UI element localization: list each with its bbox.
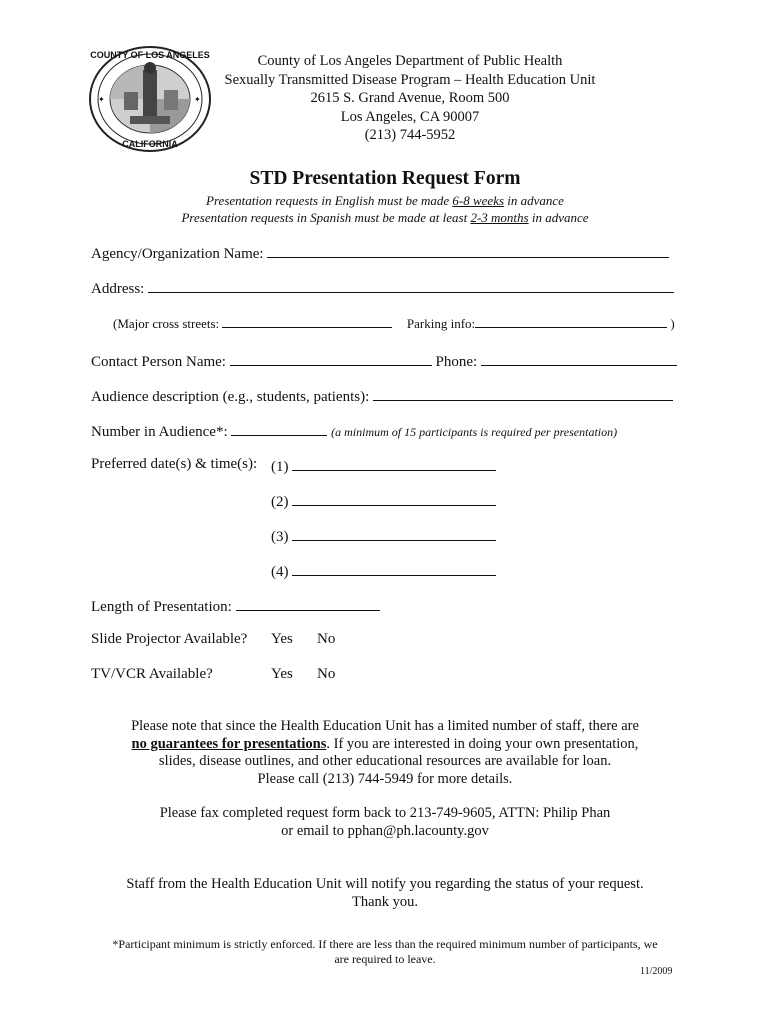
minimum-participants-note: (a minimum of 15 participants is required per presentation) [331,425,618,439]
audience-number-label: Number in Audience*: [91,424,228,440]
spanish-note-months: 2-3 months [470,210,529,225]
length-row [91,596,380,616]
spanish-note-suffix: in advance [528,210,589,225]
audience-desc-label: Audience description (e.g., students, patients): [91,389,370,405]
contact-label: Contact Person Name: [91,354,226,370]
phone-field[interactable] [481,351,677,366]
agency-name-field[interactable] [267,243,669,258]
no-guarantees-text: no guarantees for presentations [131,735,327,752]
tv-vcr-no[interactable]: No [317,666,336,682]
footnote-line-1: *Participant minimum is strictly enforced. If there are less than the required minimum number of participants, we [112,937,658,951]
audience-number-row [91,421,617,441]
paragraph-1-line-3: slides, disease outlines, and other educational resources are available for loan. [158,753,612,769]
staff-limit-paragraph [100,718,670,788]
english-note-suffix: in advance [504,193,564,208]
english-note-weeks: 6-8 weeks [452,193,505,208]
preferred-date-4-row [271,561,496,581]
option-2-label: (2) [271,494,289,510]
tv-vcr-yes[interactable]: Yes [271,666,293,682]
audience-desc-field[interactable] [373,386,673,401]
fax-line: Please fax completed request form back to 213-749-9605, ATTN: Philip Phan [159,805,611,821]
email-line: or email to pphan@ph.lacounty.gov [281,822,489,839]
preferred-date-4-field[interactable] [292,561,496,576]
preferred-date-2-row [271,491,496,511]
address-label: Address: [91,281,145,297]
header-line-4: Los Angeles, CA 90007 [340,108,480,125]
preferred-dates-label: Preferred date(s) & time(s): [91,456,258,472]
cross-streets-row [113,313,675,332]
cross-streets-paren: ) [670,316,675,331]
svg-text:CALIFORNIA: CALIFORNIA [122,139,178,149]
parking-info-field[interactable] [475,313,667,328]
slide-projector-yes[interactable]: Yes [271,631,293,647]
notify-line: Staff from the Health Education Unit will notify you regarding the status of your request. [126,876,644,892]
agency-label: Agency/Organization Name: [91,246,264,262]
notify-paragraph [100,876,670,911]
audience-desc-row [91,386,673,406]
tv-vcr-label: TV/VCR Available? [91,666,213,682]
slide-projector-label: Slide Projector Available? [91,631,248,647]
english-note-text: Presentation requests in English must be made [206,193,453,208]
agency-row [91,243,669,263]
paragraph-1-line-2 [100,736,670,754]
phone-label: Phone: [435,354,478,370]
revision-date: 11/2009 [640,966,673,977]
preferred-date-2-field[interactable] [292,491,496,506]
svg-text:✦: ✦ [194,95,201,104]
preferred-date-1-field[interactable] [292,456,496,471]
parking-label: Parking info: [406,316,476,331]
spanish-note-text: Presentation requests in Spanish must be made at least [181,210,471,225]
svg-text:✦: ✦ [98,95,105,104]
footnote-line-2: are required to leave. [334,952,436,966]
paragraph-1-line-1: Please note that since the Health Education Unit has a limited number of staff, there are [131,718,639,734]
county-seal-logo [86,44,214,154]
spanish-advance-note [0,210,770,226]
address-row [91,278,674,298]
length-label: Length of Presentation: [91,599,232,615]
cross-streets-label: (Major cross streets: [113,316,220,331]
preferred-date-3-row [271,526,496,546]
english-advance-note [0,193,770,209]
paragraph-1-line-4: Please call (213) 744-5949 for more details. [257,770,513,787]
header-line-1: County of Los Angeles Department of Public Health [257,53,563,69]
contact-row [91,351,677,371]
header-line-3: 2615 S. Grand Avenue, Room 500 [310,90,510,106]
cross-streets-field[interactable] [222,313,392,328]
header-line-5: (213) 744-5952 [364,127,456,143]
contact-name-field[interactable] [230,351,432,366]
length-field[interactable] [236,596,380,611]
form-title: STD Presentation Request Form [249,168,521,189]
header-line-2: Sexually Transmitted Disease Program – Health Education Unit [224,71,596,88]
thank-you-line: Thank you. [351,893,419,910]
option-4-label: (4) [271,564,289,580]
fax-paragraph [100,805,670,840]
preferred-date-1-row [271,456,496,476]
option-1-label: (1) [271,459,289,475]
audience-number-field[interactable] [231,421,327,436]
slide-projector-no[interactable]: No [317,631,336,647]
svg-text:COUNTY OF LOS ANGELES: COUNTY OF LOS ANGELES [90,50,210,60]
agency-header [210,52,610,145]
participant-footnote [60,937,710,967]
address-field[interactable] [148,278,674,293]
option-3-label: (3) [271,529,289,545]
preferred-date-3-field[interactable] [292,526,496,541]
paragraph-1-line-2-rest: . If you are interested in doing your own presentation, [326,735,639,752]
